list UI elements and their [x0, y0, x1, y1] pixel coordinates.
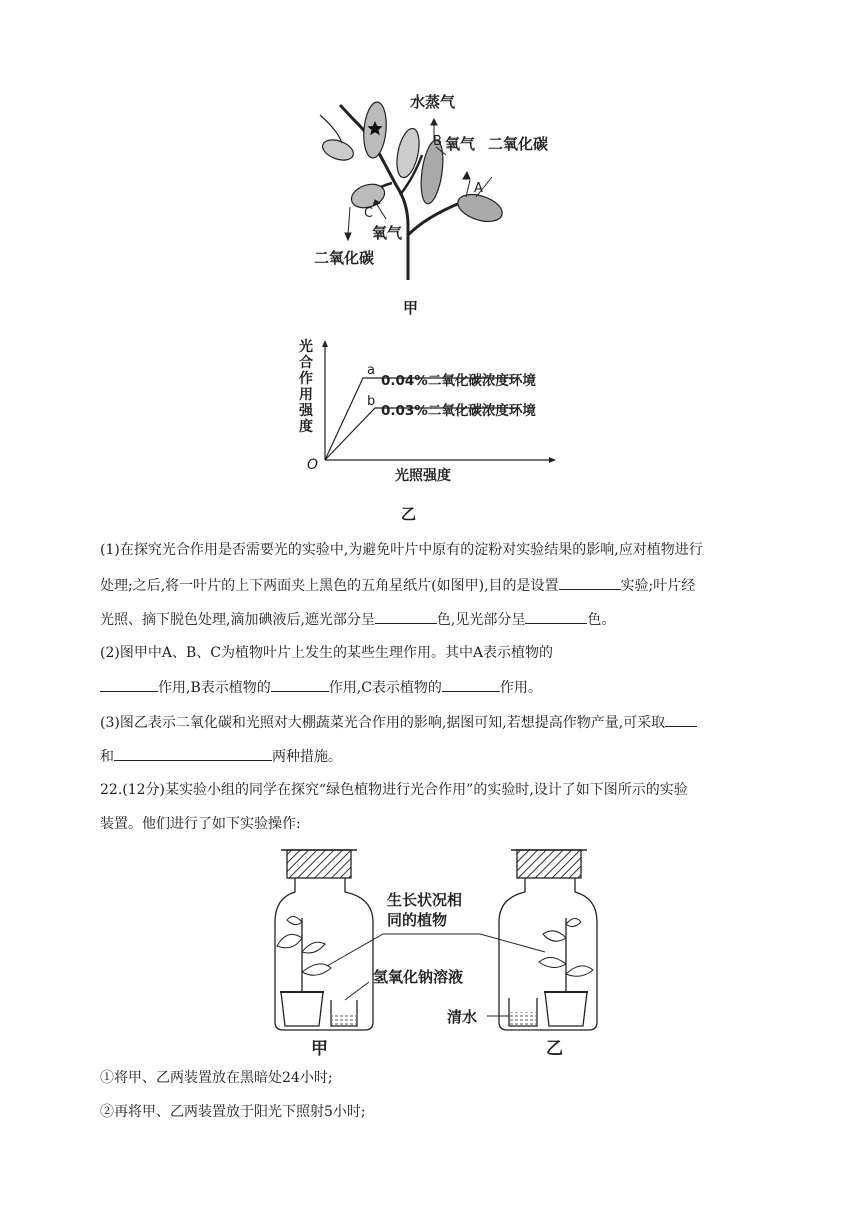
text: 作用。: [499, 680, 542, 696]
water-vapor-label: 水蒸气: [410, 93, 456, 111]
text: 作用,C表示植物的: [328, 680, 442, 696]
label-b: B: [433, 134, 442, 149]
water-label: 清水: [447, 1008, 478, 1026]
text: 和: [100, 749, 114, 765]
jar-left: [275, 850, 373, 1030]
x-axis-label: 光照强度: [395, 468, 451, 484]
y-axis-label-char: 合: [299, 355, 313, 371]
plant-leaf: [277, 934, 302, 947]
q2-line2: [100, 677, 764, 698]
jar-caption-left: 甲: [311, 1039, 328, 1059]
q1-line3: [100, 609, 764, 630]
label-c: C: [364, 206, 374, 221]
step-1: ①将甲、乙两装置放在黑暗处24小时;: [100, 1070, 333, 1086]
jar-experiment-diagram: [265, 842, 605, 1064]
answer-blank[interactable]: [114, 746, 272, 761]
origin-label: O: [307, 457, 319, 473]
q22-line2: 装置。他们进行了如下实验操作:: [100, 816, 301, 832]
y-axis-label-char: 用: [299, 387, 313, 403]
step-2: ②再将甲、乙两装置放于阳光下照射5小时;: [100, 1104, 366, 1120]
plant-leaf: [543, 931, 566, 941]
q1-line1: (1)在探究光合作用是否需要光的实验中,为避免叶片中原有的淀粉对实验结果的影响,应对植物进行: [100, 542, 703, 558]
same-plants-label-1: 生长状况相: [387, 891, 463, 909]
stopper-left: [287, 850, 351, 878]
label-a: A: [474, 181, 483, 196]
series-line-a: [325, 378, 520, 460]
figure-caption-jia: 甲: [403, 299, 419, 317]
q2-line1: (2)图甲中A、B、C为植物叶片上发生的某些生理作用。其中A表示植物的: [100, 645, 554, 661]
answer-blank[interactable]: [665, 712, 697, 727]
text: 两种措施。: [272, 749, 342, 765]
co2-top-label: 二氧化碳: [488, 135, 549, 153]
y-axis-label-char: 度: [299, 419, 313, 435]
answer-blank[interactable]: [525, 609, 587, 624]
oxygen-top-label: 氧气: [445, 135, 476, 153]
text: 作用,B表示植物的: [158, 680, 271, 696]
leaf: [320, 136, 356, 164]
series-label-b: 0.03%二氧化碳浓度环境: [381, 403, 536, 419]
pot-left: [281, 992, 323, 1026]
jar-right: [499, 850, 597, 1030]
plant-leaf: [302, 942, 325, 953]
answer-blank[interactable]: [442, 677, 500, 692]
series-label-a: 0.04%二氧化碳浓度环境: [381, 373, 536, 389]
q1-line2: [100, 575, 764, 596]
plant-diagram: [300, 85, 570, 325]
plant-leaf: [566, 918, 581, 926]
q3-line1: [100, 712, 764, 733]
q3-line2: [100, 746, 764, 767]
answer-blank[interactable]: [100, 677, 158, 692]
leaf-b: [418, 139, 447, 205]
text: 光照、摘下脱色处理,滴加碘液后,遮光部分呈: [100, 612, 375, 628]
text: 色。: [587, 612, 616, 628]
leaf: [393, 126, 423, 179]
y-axis-label: [298, 338, 314, 435]
answer-blank[interactable]: [559, 575, 621, 590]
plant-leaf: [566, 966, 593, 976]
stopper-right: [517, 850, 581, 878]
naoh-label: 氢氧化钠溶液: [373, 968, 464, 986]
text: (3)图乙表示二氧化碳和光照对大棚蔬菜光合作用的影响,据图可知,若想提高作物产量,可采取: [100, 715, 666, 731]
jar-caption-right: 乙: [546, 1039, 563, 1059]
same-plants-label-2: 同的植物: [387, 911, 448, 929]
answer-blank[interactable]: [271, 677, 329, 692]
plant-leaf: [302, 964, 331, 975]
q22-line1: 22.(12分)某实验小组的同学在探究“绿色植物进行光合作用”的实验时,设计了如下图所示的实验: [100, 782, 688, 798]
y-axis-label-char: 强: [299, 403, 313, 419]
plant-leaf: [287, 916, 302, 924]
plant-leaf: [539, 957, 566, 967]
answer-blank[interactable]: [375, 609, 437, 624]
text: 实验;叶片经: [620, 578, 696, 594]
series-marker-b: b: [367, 394, 376, 409]
figure-caption-yi: 乙: [401, 505, 417, 523]
co2-left-label: 二氧化碳: [314, 249, 375, 267]
y-axis-label-char: 作: [299, 371, 313, 387]
text: 处理;之后,将一叶片的上下两面夹上黑色的五角星纸片(如图甲),目的是设置: [100, 578, 559, 594]
oxygen-left-label: 氧气: [372, 224, 403, 242]
y-axis-label-char: 光: [299, 339, 313, 355]
text: 色,见光部分呈: [436, 612, 526, 628]
photosynthesis-chart: [295, 335, 585, 485]
series-marker-a: a: [367, 363, 375, 378]
pot-right: [545, 992, 587, 1026]
